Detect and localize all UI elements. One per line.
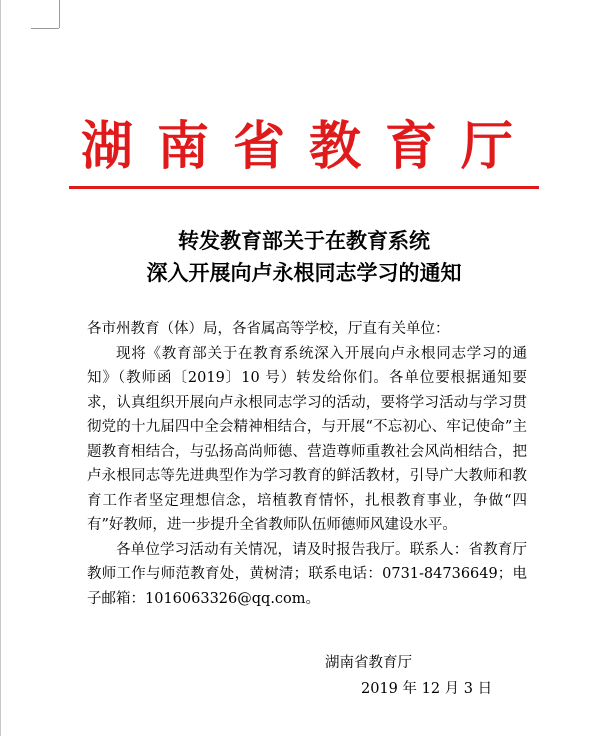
red-header-rule	[69, 186, 539, 189]
body-paragraph: 现将《教育部关于在教育系统深入开展向卢永根同志学习的通知》（教师函〔2019〕10 号）转发给你们。各单位要根据通知要求，认真组织开展向卢永根同志学习的活动，要将学习活动与学习贯彻党的十九届四中全会精神相结合，与开展“不忘初心、牢记使命”主题教育相结合，与弘扬高尚师德、营造尊师重教社会风尚相结合，把卢永根同志等先进典型作为学习教育的鲜活教材，引导广大教师和教育工作者坚定理想信念，培植教育情怀，扎根教育事业，争做“四有”好教师，进一步提升全省教师队伍师德师风建设水平。	[87, 345, 527, 533]
document-title-line-1: 转发教育部关于在教育系统	[178, 228, 430, 253]
contact-paragraph: 各单位学习活动有关情况，请及时报告我厅。联系人：省教育厅教师工作与师范教育处，黄树清；联系电话：0731-84736649；电子邮箱：1016063326@qq.com。	[87, 541, 527, 607]
document-body	[87, 317, 527, 611]
crop-mark	[59, 0, 60, 28]
issuing-authority-header: 湖南省教育厅	[80, 116, 537, 177]
crop-mark	[31, 28, 59, 29]
signature-organization: 湖南省教育厅	[325, 655, 412, 671]
salutation: 各市州教育（体）局，各省属高等学校，厅直有关单位：	[87, 321, 450, 337]
document-title-line-2: 深入开展向卢永根同志学习的通知	[146, 260, 462, 285]
signature-date: 2019 年 12 月 3 日	[361, 681, 493, 697]
